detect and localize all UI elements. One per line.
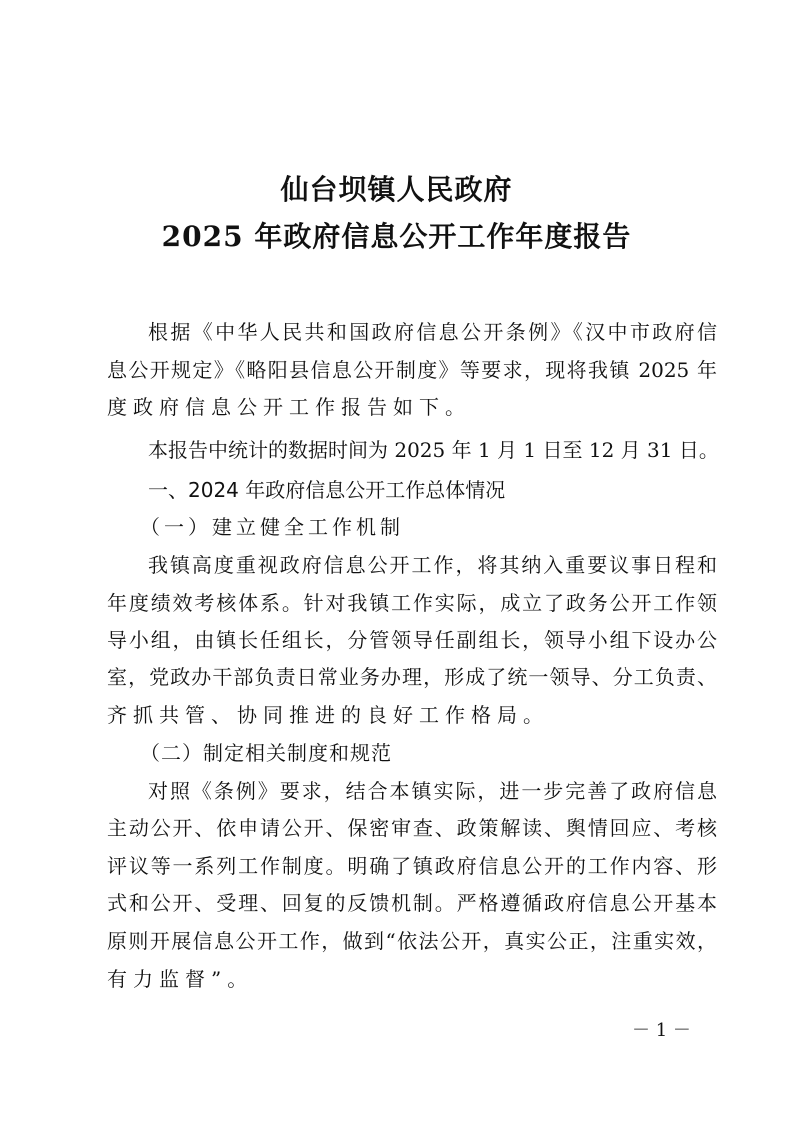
paragraph-line: 有力监督”。 xyxy=(107,967,254,991)
document-title-line-2: 2025 年政府信息公开工作年度报告 xyxy=(161,220,632,253)
intro-line: 根据《中华人民共和国政府信息公开条例》《汉中市政府信 xyxy=(148,320,717,344)
intro-line: 息公开规定》《略阳县信息公开制度》等要求，现将我镇 2025 年 xyxy=(107,358,717,382)
intro-line: 度政府信息公开工作报告如下。 xyxy=(107,395,471,419)
paragraph-line: 齐抓共管、协同推进的良好工作格局。 xyxy=(107,703,549,727)
document-title-line-1: 仙台坝镇人民政府 xyxy=(280,173,513,206)
paragraph-line: 年度绩效考核体系。针对我镇工作实际，成立了政务公开工作领 xyxy=(107,591,717,615)
paragraph-line: 我镇高度重视政府信息公开工作，将其纳入重要议事日程和 xyxy=(148,553,717,577)
paragraph-line: 导小组，由镇长任组长，分管领导任副组长，领导小组下设办公 xyxy=(107,628,717,652)
page-number: － 1 － xyxy=(632,1020,691,1041)
paragraph-line: 原则开展信息公开工作，做到“依法公开，真实公正，注重实效， xyxy=(107,929,717,953)
paragraph-line: 评议等一系列工作制度。明确了镇政府信息公开的工作内容、形 xyxy=(107,854,717,878)
paragraph-line: 主动公开、依申请公开、保密审查、政策解读、舆情回应、考核 xyxy=(107,816,717,840)
subsection-heading-2: （二）制定相关制度和规范 xyxy=(140,741,392,765)
paragraph-line: 式和公开、受理、回复的反馈机制。严格遵循政府信息公开基本 xyxy=(107,891,717,915)
section-heading-1: 一、2024 年政府信息公开工作总体情况 xyxy=(148,478,506,502)
subsection-heading-1: （一）建立健全工作机制 xyxy=(140,515,404,539)
period-statement: 本报告中统计的数据时间为 2025 年 1 月 1 日至 12 月 31 日。 xyxy=(148,438,719,462)
paragraph-line: 室，党政办干部负责日常业务办理，形成了统一领导、分工负责、 xyxy=(107,665,717,689)
paragraph-line: 对照《条例》要求，结合本镇实际，进一步完善了政府信息 xyxy=(148,779,717,803)
